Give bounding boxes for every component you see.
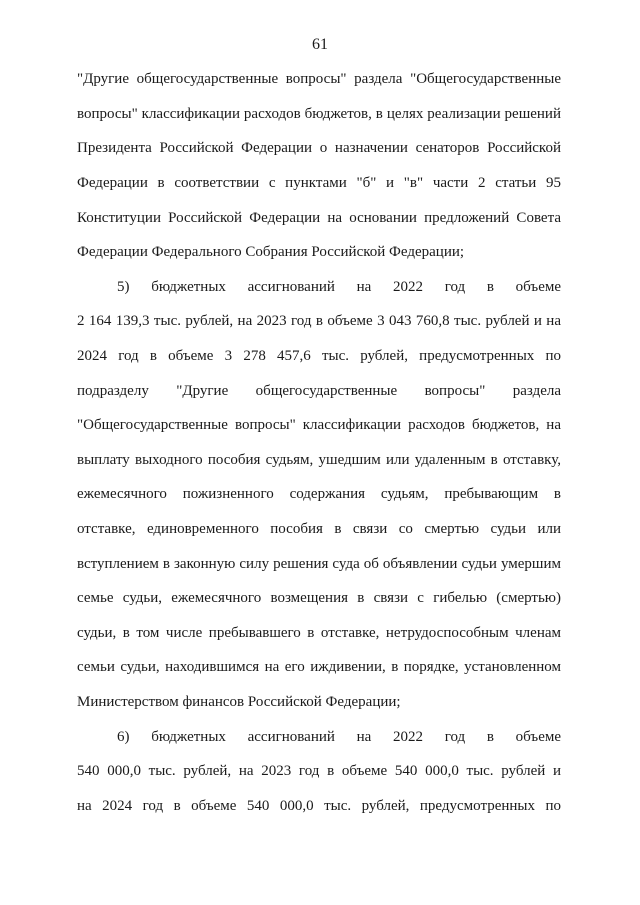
text-line: "Общегосударственные вопросы" классификации расходов бюджетов, на [77, 417, 561, 433]
text-line: 6) бюджетных ассигнований на 2022 год в объеме [117, 729, 561, 745]
text-line: вопросы" классификации расходов бюджетов, в целях реализации решений [77, 106, 561, 122]
text-line: на 2024 год в объеме 540 000,0 тыс. рублей, предусмотренных по [77, 798, 561, 814]
text-line: 540 000,0 тыс. рублей, на 2023 год в объеме 540 000,0 тыс. рублей и [77, 763, 561, 779]
text-line: Конституции Российской Федерации на основании предложений Совета [77, 210, 561, 226]
text-line: семье судьи, ежемесячного возмещения в связи с гибелью (смертью) [77, 590, 561, 606]
text-line: 5) бюджетных ассигнований на 2022 год в объеме [117, 279, 561, 295]
text-line: судьи, в том числе пребывавшего в отставке, нетрудоспособным членам [77, 625, 561, 641]
text-line: 2024 год в объеме 3 278 457,6 тыс. рублей, предусмотренных по [77, 348, 561, 364]
text-line: 2 164 139,3 тыс. рублей, на 2023 год в объеме 3 043 760,8 тыс. рублей и на [77, 313, 561, 329]
page-number: 61 [312, 36, 328, 53]
text-line: подразделу "Другие общегосударственные вопросы" раздела [77, 383, 561, 399]
text-line: ежемесячного пожизненного содержания судьям, пребывающим в [77, 486, 561, 502]
text-line: вступлением в законную силу решения суда об объявлении судьи умершим [77, 556, 561, 572]
text-line: Министерством финансов Российской Федерации; [77, 694, 401, 710]
text-line: семьи судьи, находившимся на его иждивении, в порядке, установленном [77, 659, 561, 675]
text-line: Федерации в соответствии с пунктами "б" и "в" части 2 статьи 95 [77, 175, 561, 191]
text-line: выплату выходного пособия судьям, ушедшим или удаленным в отставку, [77, 452, 561, 468]
text-line: "Другие общегосударственные вопросы" раздела "Общегосударственные [77, 71, 561, 87]
text-line: отставке, единовременного пособия в связи со смертью судьи или [77, 521, 561, 537]
text-line: Федерации Федерального Собрания Российской Федерации; [77, 244, 465, 260]
text-line: Президента Российской Федерации о назначении сенаторов Российской [77, 140, 561, 156]
